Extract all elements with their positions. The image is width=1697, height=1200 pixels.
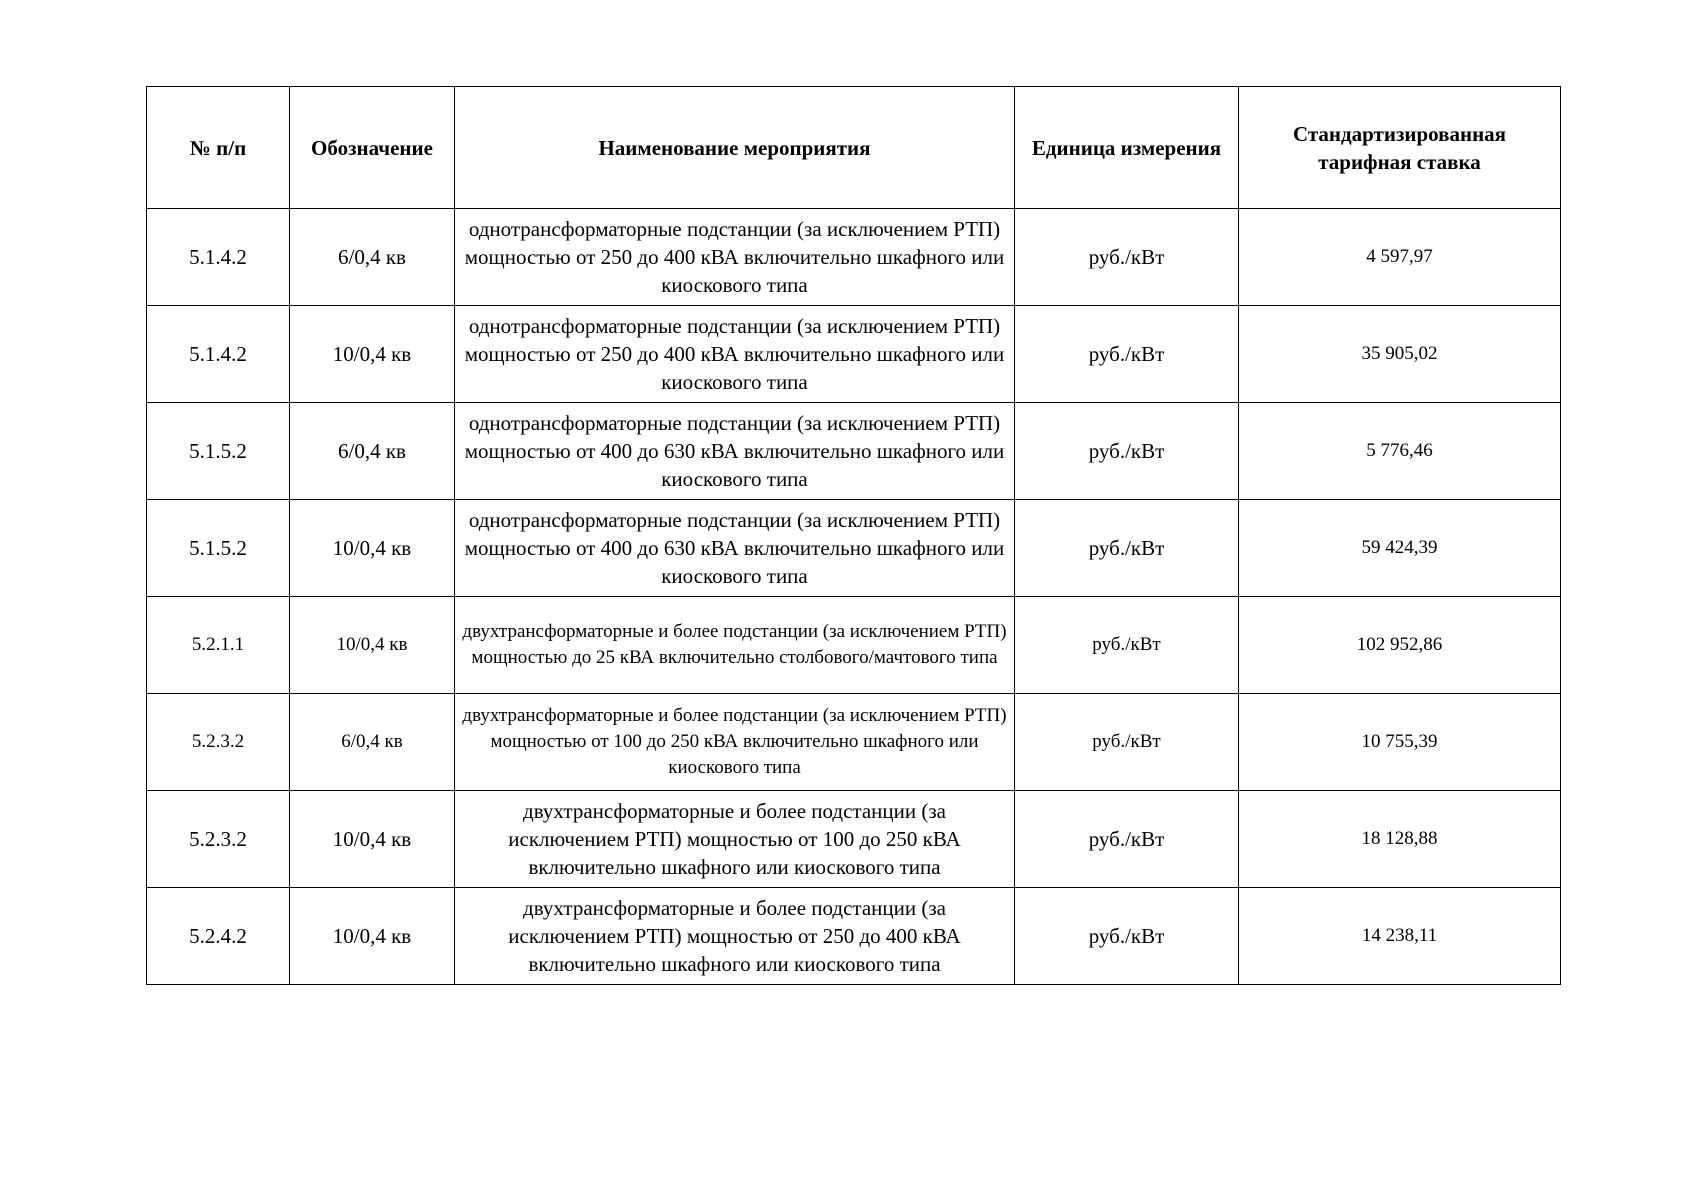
cell-name: двухтрансформаторные и более подстанции (за исключением РТП) мощностью от 100 до 250 кВА включительно шкафного или киоскового типа xyxy=(455,694,1015,791)
cell-unit: руб./кВт xyxy=(1015,306,1239,403)
cell-rate: 5 776,46 xyxy=(1239,403,1561,500)
cell-name: двухтрансформаторные и более подстанции (за исключением РТП) мощностью до 25 кВА включительно столбового/мачтового типа xyxy=(455,597,1015,694)
cell-unit: руб./кВт xyxy=(1015,209,1239,306)
cell-unit: руб./кВт xyxy=(1015,888,1239,985)
cell-name: однотрансформаторные подстанции (за исключением РТП) мощностью от 400 до 630 кВА включительно шкафного или киоскового типа xyxy=(455,403,1015,500)
cell-rate: 10 755,39 xyxy=(1239,694,1561,791)
header-name: Наименование мероприятия xyxy=(455,87,1015,209)
cell-designation: 6/0,4 кв xyxy=(290,403,455,500)
table-row xyxy=(147,209,1561,306)
cell-num: 5.2.3.2 xyxy=(147,694,290,791)
cell-designation: 6/0,4 кв xyxy=(290,209,455,306)
table-row xyxy=(147,403,1561,500)
cell-rate: 102 952,86 xyxy=(1239,597,1561,694)
cell-name: однотрансформаторные подстанции (за исключением РТП) мощностью от 400 до 630 кВА включительно шкафного или киоскового типа xyxy=(455,500,1015,597)
cell-num: 5.1.5.2 xyxy=(147,500,290,597)
cell-num: 5.1.5.2 xyxy=(147,403,290,500)
cell-unit: руб./кВт xyxy=(1015,694,1239,791)
cell-num: 5.1.4.2 xyxy=(147,306,290,403)
cell-designation: 6/0,4 кв xyxy=(290,694,455,791)
cell-rate: 59 424,39 xyxy=(1239,500,1561,597)
header-designation: Обозначение xyxy=(290,87,455,209)
cell-name: однотрансформаторные подстанции (за исключением РТП) мощностью от 250 до 400 кВА включительно шкафного или киоскового типа xyxy=(455,209,1015,306)
header-rate: Стандартизированная тарифная ставка xyxy=(1239,87,1561,209)
cell-rate: 4 597,97 xyxy=(1239,209,1561,306)
header-num: № п/п xyxy=(147,87,290,209)
cell-unit: руб./кВт xyxy=(1015,597,1239,694)
table-row xyxy=(147,694,1561,791)
table-body xyxy=(147,209,1561,985)
table-row xyxy=(147,597,1561,694)
header-unit: Единица измерения xyxy=(1015,87,1239,209)
table-row xyxy=(147,888,1561,985)
cell-designation: 10/0,4 кв xyxy=(290,791,455,888)
table-row xyxy=(147,306,1561,403)
cell-unit: руб./кВт xyxy=(1015,500,1239,597)
cell-unit: руб./кВт xyxy=(1015,403,1239,500)
cell-rate: 35 905,02 xyxy=(1239,306,1561,403)
table-header xyxy=(147,87,1561,209)
cell-num: 5.2.1.1 xyxy=(147,597,290,694)
tariff-table xyxy=(146,86,1561,985)
cell-rate: 14 238,11 xyxy=(1239,888,1561,985)
cell-name: двухтрансформаторные и более подстанции (за исключением РТП) мощностью от 250 до 400 кВА включительно шкафного или киоскового типа xyxy=(455,888,1015,985)
cell-designation: 10/0,4 кв xyxy=(290,597,455,694)
cell-designation: 10/0,4 кв xyxy=(290,306,455,403)
cell-unit: руб./кВт xyxy=(1015,791,1239,888)
cell-designation: 10/0,4 кв xyxy=(290,500,455,597)
cell-num: 5.1.4.2 xyxy=(147,209,290,306)
cell-name: однотрансформаторные подстанции (за исключением РТП) мощностью от 250 до 400 кВА включительно шкафного или киоскового типа xyxy=(455,306,1015,403)
table-row xyxy=(147,791,1561,888)
header-row xyxy=(147,87,1561,209)
cell-rate: 18 128,88 xyxy=(1239,791,1561,888)
table-row xyxy=(147,500,1561,597)
cell-designation: 10/0,4 кв xyxy=(290,888,455,985)
cell-num: 5.2.4.2 xyxy=(147,888,290,985)
cell-name: двухтрансформаторные и более подстанции (за исключением РТП) мощностью от 100 до 250 кВА включительно шкафного или киоскового типа xyxy=(455,791,1015,888)
cell-num: 5.2.3.2 xyxy=(147,791,290,888)
